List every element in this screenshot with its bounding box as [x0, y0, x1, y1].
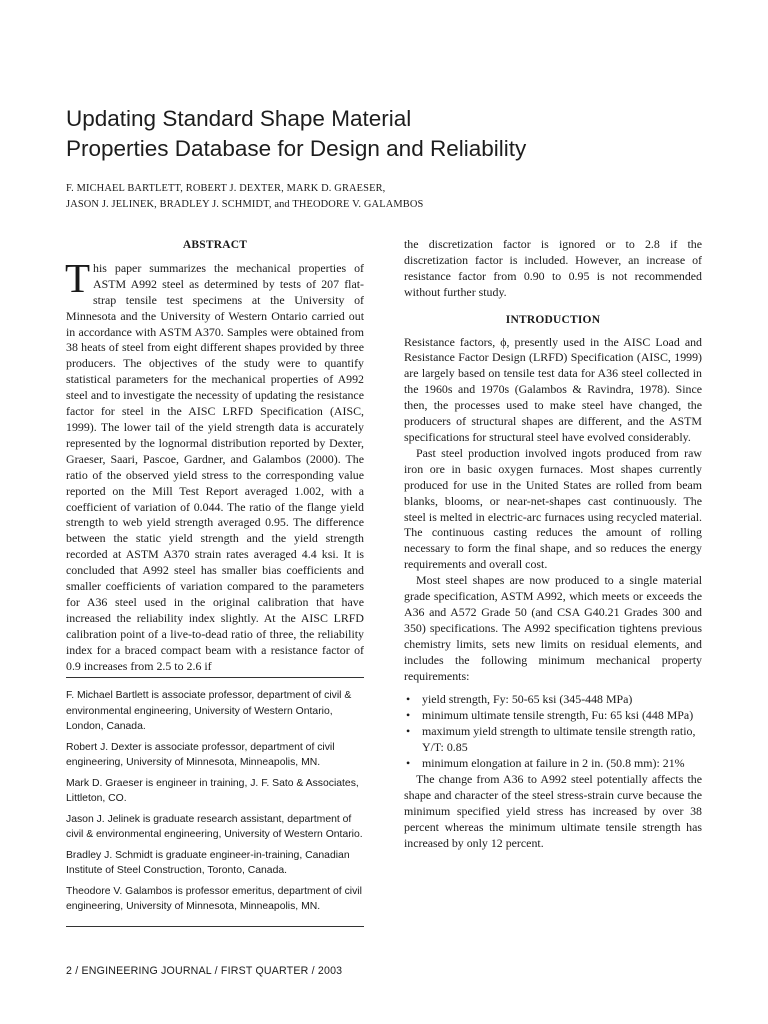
abstract-body: his paper summarizes the mechanical properties of ASTM A992 steel as determined by tests of 207 flat-strap tensile test specimens at the University of Minnesota and the University of Western Ontario carried out in accordance with ASTM A370. Samples were obtained from 38 heats of steel from eight different shapes provided by three producers. The objectives of the study were to quantify statistical parameters for the mechanical properties of A992 steel and to investigate the necessity of updating the resistance factor for steel in the AISC LRFD Specification (AISC, 1999). The lower tail of the yield strength data is accurately represented by the lognormal distribution reported by Dexter, Graeser, Saari, Pascoe, Gardner, and Galambos (2000). The ratio of the observed yield stress to the corresponding value reported on the Mill Test Report averaged 1.002, with a coefficient of variation of 0.044. The ratio of the flange yield strength to web yield strength averaged 0.95. The difference between the static yield strength and the yield strength recorded at ASTM A370 strain rates averaged 4.4 ksi. It is concluded that A992 steel has smaller bias coefficients and smaller coefficients of variation compared to the parameters for A36 steel used in the original calibration that have increased the reliability index slightly. At the AISC LRFD calibration point of a live-to-dead ratio of three, the reliability index for a braced compact beam with a resistance factor of 0.9 increases from 2.5 to 2.6 if	[66, 260, 364, 673]
list-item: • yield strength, Fy: 50-65 ksi (345-448 MPa)	[404, 692, 702, 708]
authors-line-1: F. MICHAEL BARTLETT, ROBERT J. DEXTER, MARK D. GRAESER,	[66, 183, 386, 194]
property-requirements-list	[404, 692, 702, 772]
intro-paragraph-4: The change from A36 to A992 steel potentially affects the shape and character of the steel stress-strain curve because the minimum specified yield stress has increased by over 38 percent whereas the minimum ultimate tensile strength has increased by only 12 percent.	[404, 772, 702, 850]
page-footer: 2 / ENGINEERING JOURNAL / FIRST QUARTER / 2003	[66, 965, 343, 977]
list-item: • minimum ultimate tensile strength, Fu: 65 ksi (448 MPa)	[404, 708, 702, 724]
introduction-heading: INTRODUCTION	[505, 313, 601, 326]
drop-cap: T	[65, 254, 91, 301]
intro-paragraph-3: Most steel shapes are now produced to a single material grade specification, ASTM A992, which meets or exceeds the A36 and A572 Grade 50 (and CSA G40.21 Grades 300 and 350) specifications. The A992 specification tightens previous chemistry limits, sets new limits on residual elements, and includes the following minimum mechanical property requirements:	[404, 573, 702, 683]
authors-line-2: JASON J. JELINEK, BRADLEY J. SCHMIDT, and THEODORE V. GALAMBOS	[66, 198, 424, 210]
author-list	[66, 181, 706, 212]
left-column	[66, 238, 364, 674]
title-line-2: Properties Database for Design and Reliability	[66, 135, 527, 161]
list-item: • maximum yield strength to ultimate tensile strength ratio, Y/T: 0.85	[404, 724, 702, 756]
abstract-text	[65, 254, 364, 675]
author-note: F. Michael Bartlett is associate professor, department of civil & environmental engineering, University of Western Ontario, London, Canada.	[66, 690, 352, 732]
title-line-1: Updating Standard Shape Material	[66, 106, 412, 131]
author-note: Robert J. Dexter is associate professor, department of civil engineering, University of Minnesota, Minneapolis, MN.	[66, 741, 335, 768]
intro-paragraph-2: Past steel production involved ingots produced from raw iron ore in basic oxygen furnaces. Most shapes currently produced for use in the United States are rolled from beam blanks, blooms, or near-net-shapes cast continuously. The steel is melted in electric-arc furnaces using recycled material. The continuous casting reduces the amount of rolling necessary to form the final shape, and so reduces the energy requirements and overall cost.	[404, 445, 702, 572]
author-note: Jason J. Jelinek is graduate research assistant, department of civil & environmental engineering, University of Western Ontario.	[66, 813, 363, 840]
footer-divider	[66, 926, 364, 927]
intro-paragraph-1: Resistance factors, ϕ, presently used in the AISC Load and Resistance Factor Design (LRFD) Specification (AISC, 1999) are largely based on tensile test data for A36 steel collected in the 1960s and 1970s (Galambos & Ravindra, 1978). Since then, the processes used to make steel have changed, the producers of structural shapes are different, and the ASTM specifications for structural steel have evolved considerably.	[404, 334, 702, 444]
footnote-divider	[66, 677, 364, 678]
author-note: Theodore V. Galambos is professor emeritus, department of civil engineering, University of Minnesota, Minneapolis, MN.	[66, 885, 362, 912]
list-item: • minimum elongation at failure in 2 in. (50.8 mm): 21%	[404, 756, 702, 772]
author-note: Mark D. Graeser is engineer in training, J. F. Sato & Associates, Littleton, CO.	[66, 777, 359, 804]
abstract-continued: the discretization factor is ignored or to 2.8 if the discretization factor is included. However, an increase of resistance factor from 0.90 to 0.95 is not recommended without further study.	[404, 237, 702, 299]
paper-title	[66, 104, 706, 163]
author-note: Bradley J. Schmidt is graduate engineer-in-training, Canadian Institute of Steel Construction, Toronto, Canada.	[66, 849, 350, 876]
right-column	[404, 237, 702, 852]
author-notes	[66, 688, 366, 920]
abstract-heading: ABSTRACT	[182, 239, 248, 251]
